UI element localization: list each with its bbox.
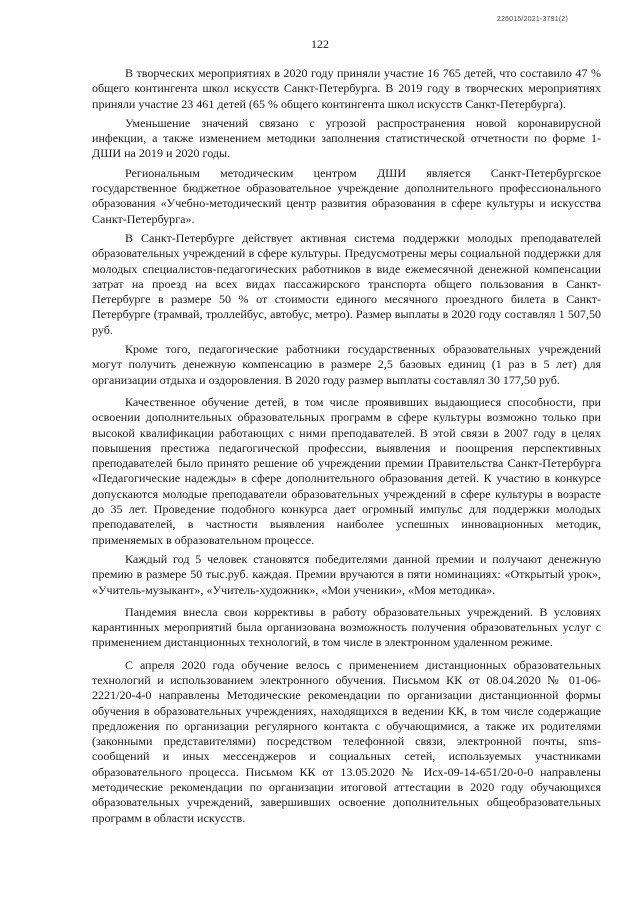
paragraph: В творческих мероприятиях в 2020 году приняли участие 16 765 детей, что составило 47 % общего контингента школ искусств Санкт-Петербурга. В 2019 году в творческих мероприятиях приняли участие 23 461 детей (65 % общего контингента школ искусств Санкт-Петербурга). xyxy=(92,66,601,111)
paragraph: Качественное обучение детей, в том числе проявивших выдающиеся способности, при освоении дополнительных образовательных программ в сфере культуры возможно только при высокой квалификации работающих с ними преподавателей. В этой связи в 2007 году в целях повышения престижа педагогической профессии, выявления и поощрения перспективных преподавателей было принято решение об учреждении премии Правительства Санкт-Петербурга «Педагогические надежды» в сфере дополнительного образования детей. К участию в конкурсе допускаются молодые преподаватели образовательных учреждений в сфере культуры в возрасте до 35 лет. Проведение подобного конкурса дает огромный импульс для поддержки молодых преподавателей, в частности выявления наиболее успешных инновационных методик, применяемых в образовательном процессе. xyxy=(92,394,601,547)
paragraph: С апреля 2020 года обучение велось с применением дистанционных образовательных технологий и использованием электронного обучения. Письмом КК от 08.04.2020 № 01-06-2221/20-4-0 направлены Методические рекомендации по организации дистанционной формы обучения в образовательных учреждениях, находящихся в ведении КК, в том числе содержащие предложения по организации регулярного контакта с обучающимися, а также их родителями (законными представителями) посредством телефонной связи, электронной почты, sms-сообщений и иных мессенджеров и социальных сетей, используемых участниками образовательного процесса. Письмом КК от 13.05.2020 № Исх-09-14-651/20-0-0 направлены методические рекомендации по организации итоговой аттестации в 2020 году обучающихся образовательных учреждений, завершивших освоение дополнительных общеобразовательных программ в области искусств. xyxy=(92,657,601,825)
paragraph: Уменьшение значений связано с угрозой распространения новой коронавирусной инфекции, а также изменением методики заполнения статистической отчетности по форме 1-ДШИ на 2019 и 2020 годы. xyxy=(92,115,601,161)
paragraph: В Санкт-Петербурге действует активная система поддержки молодых преподавателей образовательных учреждений в сфере культуры. Предусмотрены меры социальной поддержки для молодых специалистов-педагогических работников в виде ежемесячной денежной компенсации затрат на проезд на всех видах пассажирского транспорта общего пользования в Санкт-Петербурге в размере 50 % от стоимости единого месячного проездного билета в Санкт-Петербурге (трамвай, троллейбус, автобус, метро). Размер выплаты в 2020 году составлял 1 507,50 руб. xyxy=(92,230,601,337)
paragraph: Пандемия внесла свои коррективы в работу образовательных учреждений. В условиях карантинных мероприятий была организована возможность получения образовательных услуг с применением дистанционных технологий, в том числе в электронном удаленном режиме. xyxy=(92,604,601,650)
paragraph: Каждый год 5 человек становятся победителями данной премии и получают денежную премию в размере 50 тыс.руб. каждая. Премии вручаются в пяти номинациях: «Открытый урок», «Учитель-музыкант», «Учитель-художник», «Мои ученики», «Моя методика». xyxy=(92,551,601,597)
document-id: 226015/2021-3791(2) xyxy=(496,16,568,23)
paragraph: Кроме того, педагогические работники государственных образовательных учреждений могут получить денежную компенсацию в размере 2,5 базовых единиц (1 раз в 5 лет) для организации отдыха и оздоровления. В 2020 году размер выплаты составлял 30 177,50 руб. xyxy=(92,342,601,387)
paragraph: Региональным методическим центром ДШИ является Санкт-Петербургское государственное бюджетное образовательное учреждение дополнительного профессионального образования «Учебно-методический центр развития образования в сфере культуры и искусства Санкт-Петербурга». xyxy=(92,165,601,226)
document-body xyxy=(92,66,601,830)
page-number: 122 xyxy=(311,37,329,51)
